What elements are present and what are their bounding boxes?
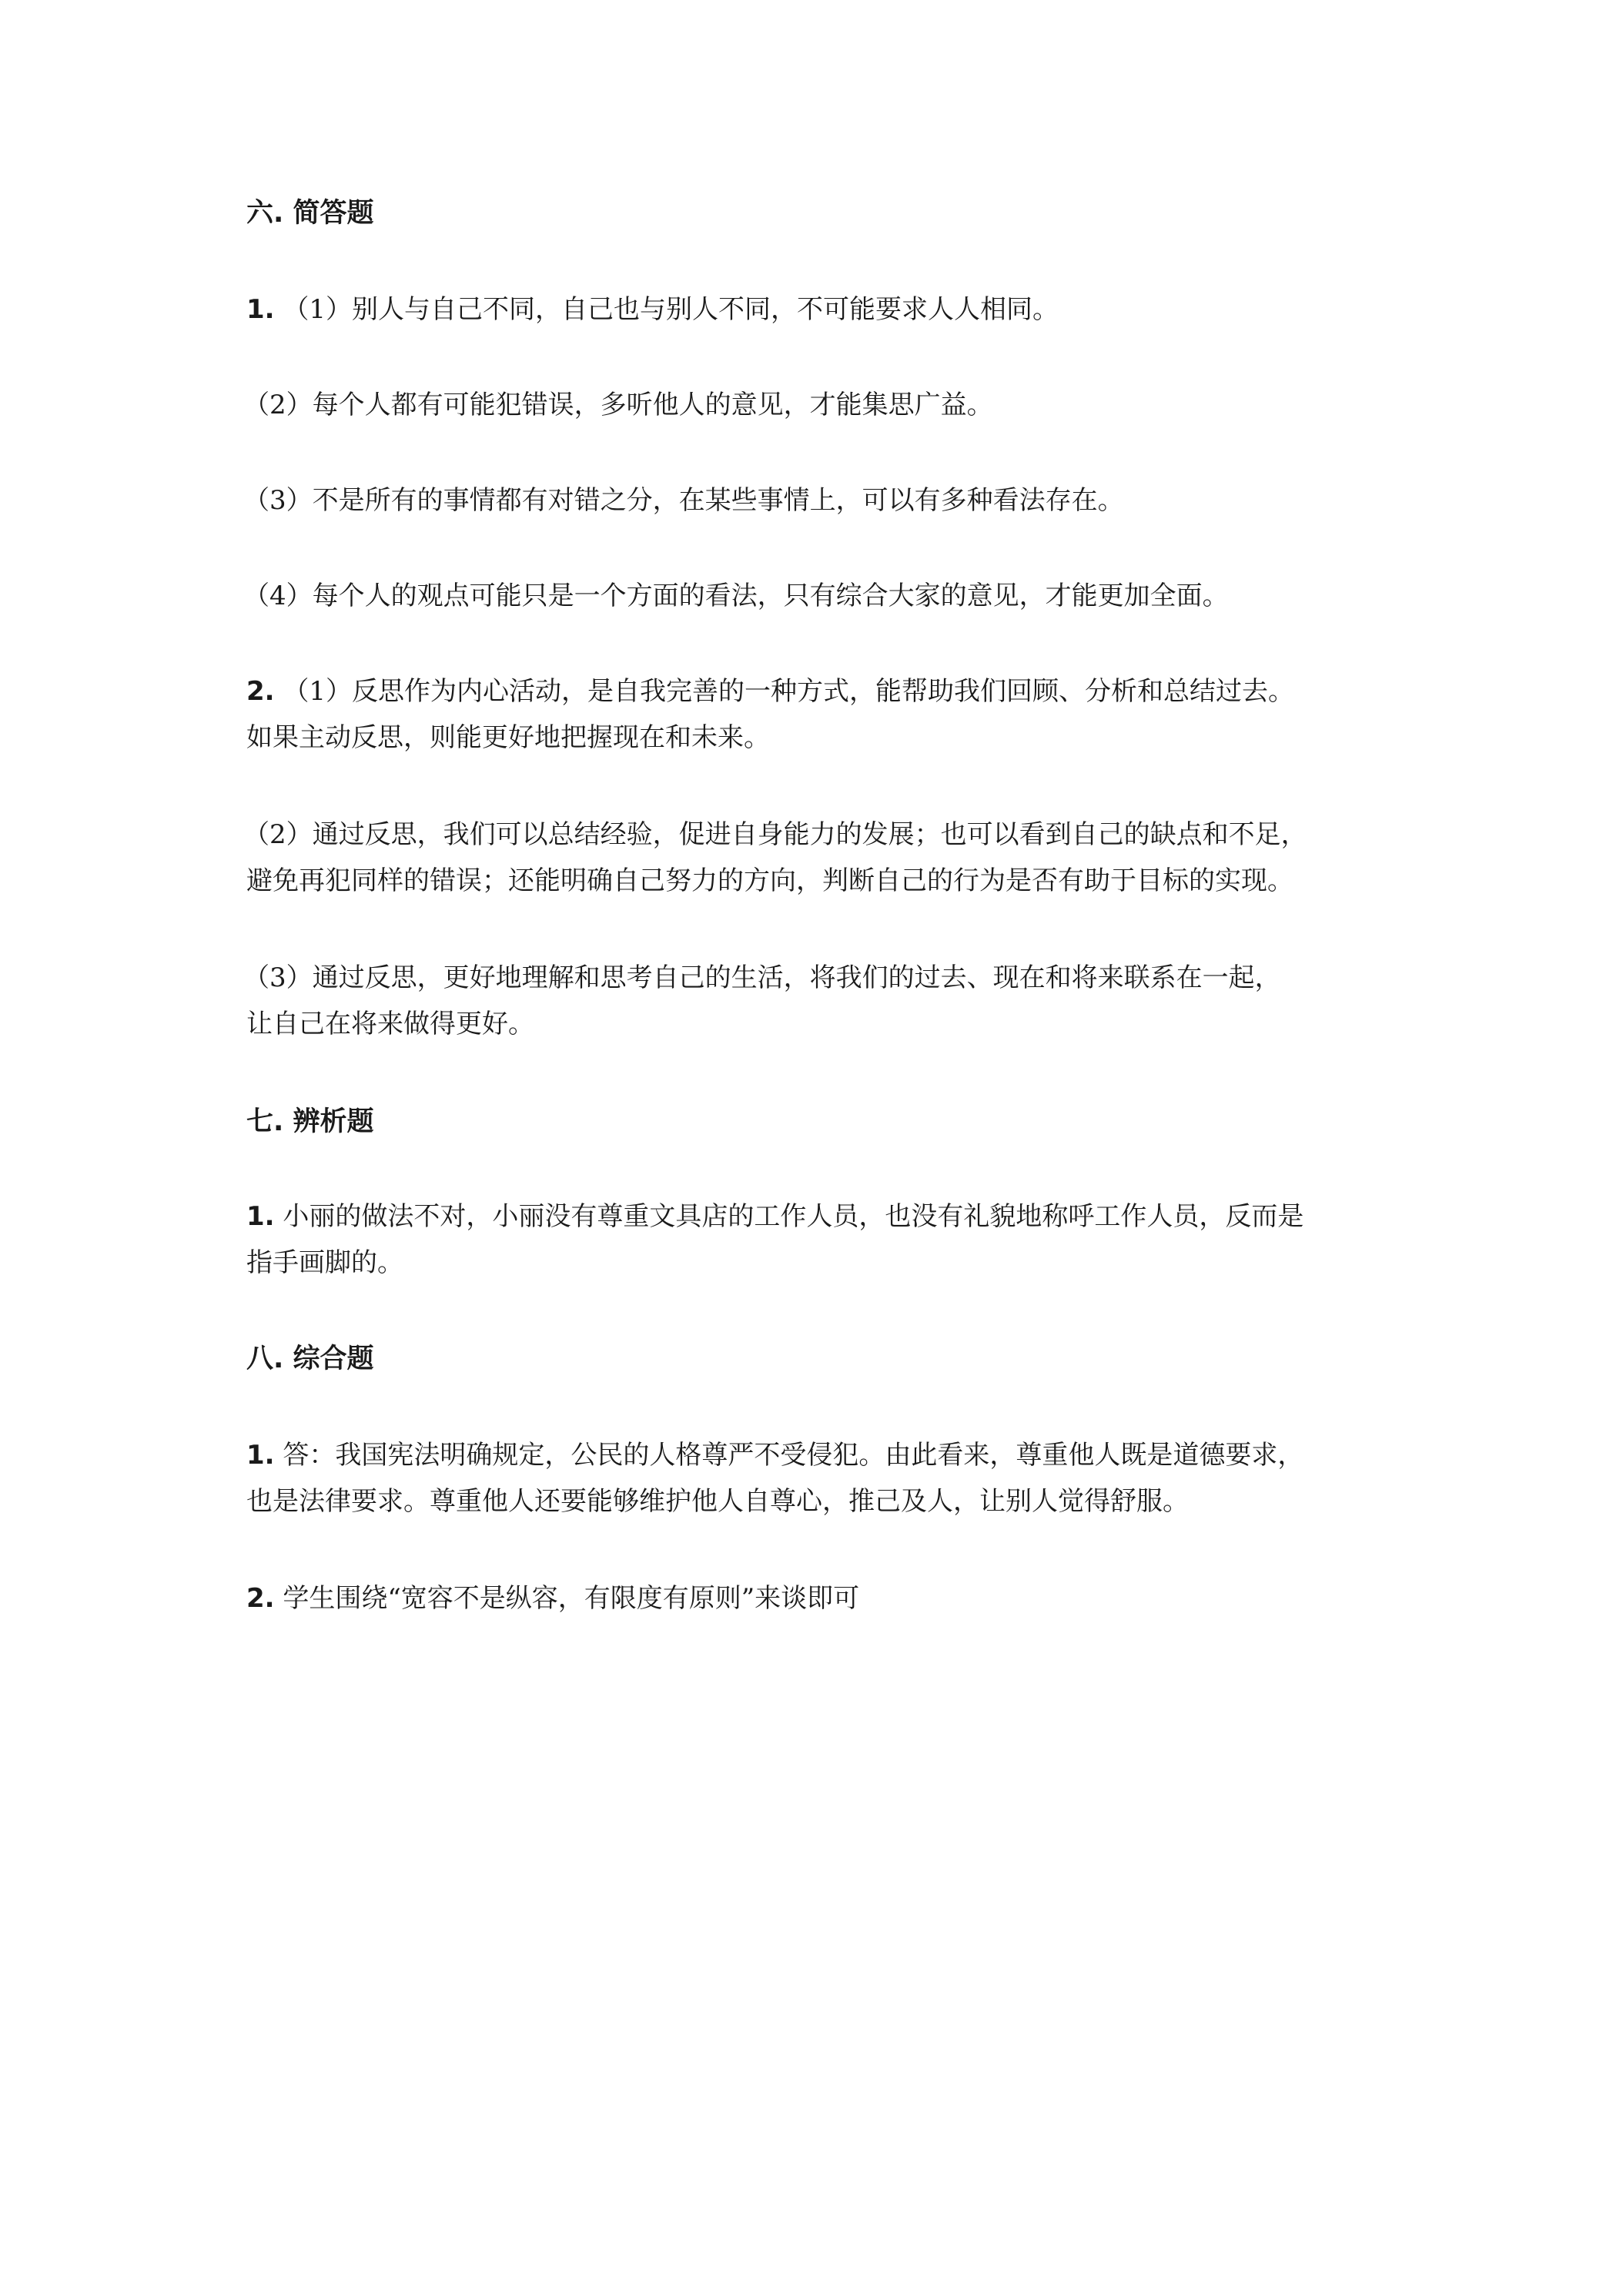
answer-line: （2）通过反思，我们可以总结经验，促进自身能力的发展；也可以看到自己的缺点和不足， xyxy=(243,819,1307,850)
answer-item xyxy=(246,668,1294,761)
answer-item xyxy=(246,286,1059,333)
answer-item xyxy=(246,1193,1303,1286)
answer-line: （3）通过反思，更好地理解和思考自己的生活，将我们的过去、现在和将来联系在一起， xyxy=(243,962,1281,993)
item-number: 2. xyxy=(246,1583,275,1614)
answer-line: 如果主动反思，则能更好地把握现在和未来。 xyxy=(246,722,770,753)
answer-line: 让自己在将来做得更好。 xyxy=(246,1009,534,1039)
answer-item xyxy=(243,382,993,428)
answer-line: （2）每个人都有可能犯错误，多听他人的意见，才能集思广益。 xyxy=(243,390,993,420)
answer-line: （4）每个人的观点可能只是一个方面的看法，只有综合大家的意见，才能更加全面。 xyxy=(243,581,1229,611)
answer-line: 指手画脚的。 xyxy=(246,1247,403,1278)
answer-item xyxy=(246,1575,859,1622)
answer-line: （1）别人与自己不同，自己也与别人不同，不可能要求人人相同。 xyxy=(283,294,1059,325)
answer-item xyxy=(243,477,1124,524)
answer-line: （3）不是所有的事情都有对错之分，在某些事情上，可以有多种看法存在。 xyxy=(243,485,1124,516)
item-number: 1. xyxy=(246,1440,275,1471)
answer-line: 也是法律要求。尊重他人还要能够维护他人自尊心，推己及人，让别人觉得舒服。 xyxy=(246,1486,1189,1517)
section-short-answer xyxy=(246,191,373,236)
answer-item xyxy=(246,1432,1303,1525)
answer-line: （1）反思作为内心活动，是自我完善的一种方式，能帮助我们回顾、分析和总结过去。 xyxy=(283,676,1295,707)
section-title: 八. 综合题 xyxy=(246,1344,374,1374)
answer-line: 避免再犯同样的错误；还能明确自己努力的方向，判断自己的行为是否有助于目标的实现。 xyxy=(246,865,1293,896)
answer-item xyxy=(243,573,1229,619)
answer-line: 答：我国宪法明确规定，公民的人格尊严不受侵犯。由此看来，尊重他人既是道德要求， xyxy=(283,1440,1304,1471)
section-comprehensive xyxy=(246,1337,373,1381)
section-title: 七. 辨析题 xyxy=(246,1106,374,1137)
answer-line: 小丽的做法不对，小丽没有尊重文具店的工作人员，也没有礼貌地称呼工作人员，反而是 xyxy=(283,1201,1304,1232)
item-number: 2. xyxy=(246,676,275,707)
section-title: 六. 简答题 xyxy=(246,198,374,229)
answer-line: 学生围绕“宽容不是纵容，有限度有原则”来谈即可 xyxy=(283,1583,860,1614)
answer-item xyxy=(243,955,1281,1047)
item-number: 1. xyxy=(246,294,275,325)
section-analysis xyxy=(246,1099,373,1144)
answer-item xyxy=(243,812,1307,904)
item-number: 1. xyxy=(246,1201,275,1232)
